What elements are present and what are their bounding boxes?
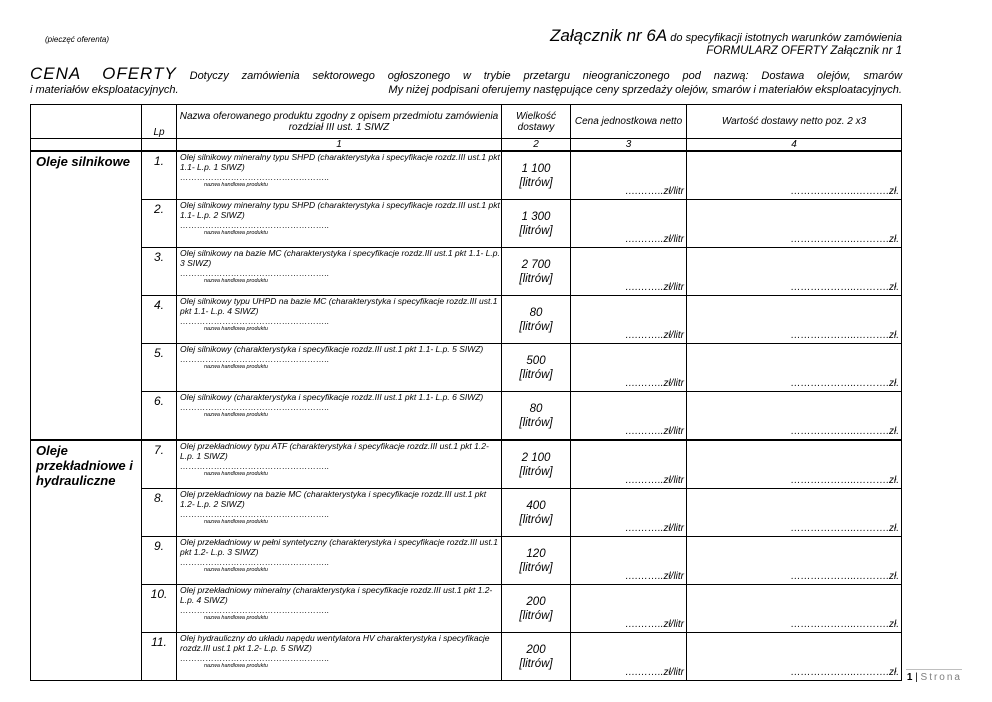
trade-name-caption: nazwa handlowa produktu — [204, 326, 268, 332]
table-header-row — [31, 105, 902, 139]
row-quantity — [502, 344, 571, 392]
col-number-3: 3 — [571, 139, 687, 152]
category-cell — [31, 392, 142, 441]
row-product-description — [177, 585, 502, 633]
row-total-value-field[interactable]: ………………..……….zł. — [687, 296, 902, 344]
table-row — [31, 585, 902, 633]
row-unit-price-field[interactable]: ….……..zł/litr — [571, 633, 687, 681]
trade-name-caption: nazwa handlowa produktu — [204, 412, 268, 418]
quantity-value: 200 — [526, 643, 546, 656]
trade-name-caption: nazwa handlowa produktu — [204, 230, 268, 236]
trade-name-caption: nazwa handlowa produktu — [204, 364, 268, 370]
offer-table — [30, 104, 902, 681]
row-quantity — [502, 392, 571, 441]
row-unit-price-field[interactable]: ….……..zł/litr — [571, 248, 687, 296]
row-quantity — [502, 248, 571, 296]
trade-name-caption: nazwa handlowa produktu — [204, 663, 268, 669]
product-description-text: Olej przekładniowy w pełni syntetyczny (charakterystyka i specyfikacje rozdz.III ust.1 pkt 1.2- L.p. 3 SIWZ) — [180, 537, 498, 557]
quantity-value: 80 — [529, 402, 543, 415]
row-unit-price-field[interactable]: ….……..zł/litr — [571, 296, 687, 344]
quantity-unit: [litrów] — [519, 272, 553, 285]
row-lp: 11. — [142, 633, 177, 681]
trade-name-input-line[interactable]: …………………………………………….. — [180, 605, 330, 615]
row-product-description — [177, 200, 502, 248]
page-footer — [907, 672, 962, 683]
quantity-unit: [litrów] — [519, 368, 553, 381]
product-description-text: Olej silnikowy mineralny typu SHPD (charakterystyka i specyfikacje rozdz.III ust.1 pkt 1.1- L.p. 2 SIWZ) — [180, 200, 500, 220]
row-product-description — [177, 344, 502, 392]
product-description-text: Olej silnikowy mineralny typu SHPD (charakterystyka i specyfikacje rozdz.III ust.1 pkt 1.1- L.p. 1 SIWZ) — [180, 152, 500, 172]
row-total-value-field[interactable]: ………………..……….zł. — [687, 151, 902, 200]
row-total-value-field[interactable]: ………………..……….zł. — [687, 537, 902, 585]
row-lp: 2. — [142, 200, 177, 248]
row-unit-price-field[interactable]: ….……..zł/litr — [571, 489, 687, 537]
quantity-unit: [litrów] — [519, 609, 553, 622]
trade-name-input-line[interactable]: …………………………………………….. — [180, 268, 330, 278]
category-cell — [31, 344, 142, 392]
row-unit-price-field[interactable]: ….……..zł/litr — [571, 537, 687, 585]
category-label: Oleje przekładniowe i hydrauliczne — [31, 440, 142, 489]
table-row — [31, 489, 902, 537]
product-description-text: Olej silnikowy na bazie MC (charakterystyka i specyfikacje rozdz.III ust.1 pkt 1.1- L.p. 3 SIWZ) — [180, 248, 500, 268]
trade-name-caption: nazwa handlowa produktu — [204, 182, 268, 188]
trade-name-input-line[interactable]: …………………………………………….. — [180, 172, 330, 182]
quantity-value: 1 300 — [521, 210, 551, 223]
table-row — [31, 296, 902, 344]
row-product-description — [177, 489, 502, 537]
category-cell — [31, 200, 142, 248]
quantity-unit: [litrów] — [519, 513, 553, 526]
header-lp: Lp — [142, 105, 177, 139]
intro-line-1 — [30, 64, 902, 84]
table-row — [31, 537, 902, 585]
product-description-text: Olej silnikowy typu UHPD na bazie MC (charakterystyka i specyfikacje rozdz.III ust.1 pkt 1.1- L.p. 4 SIWZ) — [180, 296, 498, 316]
row-lp: 9. — [142, 537, 177, 585]
row-lp: 3. — [142, 248, 177, 296]
quantity-value: 500 — [526, 354, 546, 367]
table-row — [31, 200, 902, 248]
intro-text-2-left: i materiałów eksploatacyjnych. — [30, 84, 179, 96]
category-cell — [31, 585, 142, 633]
trade-name-input-line[interactable]: …………………………………………….. — [180, 509, 330, 519]
col-number-4: 4 — [687, 139, 902, 152]
footer-separator: | — [912, 672, 921, 683]
quantity-value: 200 — [526, 595, 546, 608]
row-unit-price-field[interactable]: ….……..zł/litr — [571, 440, 687, 489]
quantity-value: 400 — [526, 499, 546, 512]
row-unit-price-field[interactable]: ….……..zł/litr — [571, 200, 687, 248]
attachment-title — [550, 26, 902, 46]
header-product-name: Nazwa oferowanego produktu zgodny z opisem przedmiotu zamówienia rozdział III ust. 1 SIWZ — [177, 105, 502, 139]
row-unit-price-field[interactable]: ….……..zł/litr — [571, 344, 687, 392]
category-cell — [31, 296, 142, 344]
row-lp: 10. — [142, 585, 177, 633]
header-unit-price: Cena jednostkowa netto — [571, 105, 687, 139]
table-row — [31, 151, 902, 200]
row-total-value-field[interactable]: ………………..……….zł. — [687, 200, 902, 248]
attachment-number: Załącznik nr 6A — [550, 26, 668, 45]
row-product-description — [177, 440, 502, 489]
quantity-value: 2 700 — [521, 258, 551, 271]
trade-name-input-line[interactable]: …………………………………………….. — [180, 220, 330, 230]
trade-name-input-line[interactable]: …………………………………………….. — [180, 354, 330, 364]
table-number-row — [31, 139, 902, 152]
row-quantity — [502, 633, 571, 681]
category-label: Oleje silnikowe — [31, 151, 142, 200]
trade-name-caption: nazwa handlowa produktu — [204, 519, 268, 525]
row-total-value-field[interactable]: ………………..……….zł. — [687, 633, 902, 681]
header-category — [31, 105, 142, 139]
quantity-unit: [litrów] — [519, 416, 553, 429]
row-product-description — [177, 248, 502, 296]
row-quantity — [502, 200, 571, 248]
quantity-unit: [litrów] — [519, 224, 553, 237]
cena-oferty-heading: CENA OFERTY — [30, 64, 177, 83]
trade-name-caption: nazwa handlowa produktu — [204, 615, 268, 621]
table-row — [31, 392, 902, 441]
intro-text-1: Dotyczy zamówienia sektorowego ogłoszonego w trybie przetargu nieograniczonego pod nazwą: Dostawa olejów, smarów — [189, 70, 903, 82]
table-row — [31, 440, 902, 489]
category-cell — [31, 248, 142, 296]
row-total-value-field[interactable]: ………………..……….zł. — [687, 440, 902, 489]
table-row — [31, 344, 902, 392]
row-lp: 5. — [142, 344, 177, 392]
row-unit-price-field[interactable]: ….……..zł/litr — [571, 392, 687, 441]
col-number-1: 1 — [177, 139, 502, 152]
trade-name-input-line[interactable]: …………………………………………….. — [180, 402, 330, 412]
quantity-value: 1 100 — [521, 162, 551, 175]
page-number: 1 — [906, 672, 913, 683]
row-total-value-field[interactable]: ………………..……….zł. — [687, 392, 902, 441]
table-row — [31, 633, 902, 681]
row-quantity — [502, 489, 571, 537]
table-row — [31, 248, 902, 296]
num-cell-lp — [142, 139, 177, 152]
page-label: Strona — [920, 672, 962, 683]
header-total-value: Wartość dostawy netto poz. 2 x3 — [687, 105, 902, 139]
row-quantity — [502, 585, 571, 633]
row-product-description — [177, 392, 502, 441]
quantity-value: 120 — [526, 547, 546, 560]
category-cell — [31, 633, 142, 681]
product-description-text: Olej silnikowy (charakterystyka i specyfikacje rozdz.III ust.1 pkt 1.1- L.p. 6 SIWZ) — [180, 392, 484, 402]
row-quantity — [502, 151, 571, 200]
form-title: FORMULARZ OFERTY Załącznik nr 1 — [706, 45, 902, 57]
row-unit-price-field[interactable]: ….……..zł/litr — [571, 151, 687, 200]
row-total-value-field[interactable]: ………………..……….zł. — [687, 248, 902, 296]
product-description-text: Olej hydrauliczny do układu napędu wentylatora HV charakterystyka i specyfikacje rozdz.III ust.1 pkt 1.2- L.p. 5 SIWZ) — [180, 633, 490, 653]
row-lp: 6. — [142, 392, 177, 441]
intro-text-2-right: My niżej podpisani oferujemy następujące ceny sprzedaży olejów, smarów i materiałów eksploatacyjnych. — [388, 84, 902, 96]
trade-name-input-line[interactable]: …………………………………………….. — [180, 557, 330, 567]
category-cell — [31, 489, 142, 537]
intro-line-2 — [30, 84, 902, 96]
category-cell — [31, 537, 142, 585]
row-lp: 8. — [142, 489, 177, 537]
quantity-unit: [litrów] — [519, 320, 553, 333]
trade-name-caption: nazwa handlowa produktu — [204, 278, 268, 284]
product-description-text: Olej przekładniowy typu ATF (charakterystyka i specyfikacje rozdz.III ust.1 pkt 1.2- L.p. 1 SIWZ) — [180, 441, 489, 461]
quantity-unit: [litrów] — [519, 176, 553, 189]
row-lp: 4. — [142, 296, 177, 344]
row-quantity — [502, 537, 571, 585]
row-product-description — [177, 151, 502, 200]
footer-rule — [906, 669, 962, 670]
trade-name-caption: nazwa handlowa produktu — [204, 567, 268, 573]
row-quantity — [502, 440, 571, 489]
row-total-value-field[interactable]: ………………..……….zł. — [687, 585, 902, 633]
header-quantity: Wielkość dostawy — [502, 105, 571, 139]
row-total-value-field[interactable]: ………………..……….zł. — [687, 489, 902, 537]
trade-name-input-line[interactable]: …………………………………………….. — [180, 461, 330, 471]
row-product-description — [177, 537, 502, 585]
row-product-description — [177, 296, 502, 344]
row-lp: 1. — [142, 151, 177, 200]
product-description-text: Olej silnikowy (charakterystyka i specyfikacje rozdz.III ust.1 pkt 1.1- L.p. 5 SIWZ) — [180, 344, 484, 354]
table-body — [31, 151, 902, 681]
stamp-label: (pieczęć oferenta) — [45, 35, 110, 44]
row-lp: 7. — [142, 440, 177, 489]
trade-name-input-line[interactable]: …………………………………………….. — [180, 316, 330, 326]
product-description-text: Olej przekładniowy na bazie MC (charakterystyka i specyfikacje rozdz.III ust.1 pkt 1.2- L.p. 2 SIWZ) — [180, 489, 487, 509]
row-quantity — [502, 296, 571, 344]
col-number-2: 2 — [502, 139, 571, 152]
product-description-text: Olej przekładniowy mineralny (charakterystyka i specyfikacje rozdz.III ust.1 pkt 1.2- L.p. 4 SIWZ) — [180, 585, 493, 605]
row-product-description — [177, 633, 502, 681]
trade-name-caption: nazwa handlowa produktu — [204, 471, 268, 477]
quantity-value: 2 100 — [521, 451, 551, 464]
quantity-unit: [litrów] — [519, 561, 553, 574]
num-cell-empty — [31, 139, 142, 152]
attachment-description: do specyfikacji istotnych warunków zamówienia — [670, 32, 902, 44]
quantity-unit: [litrów] — [519, 657, 553, 670]
trade-name-input-line[interactable]: …………………………………………….. — [180, 653, 330, 663]
row-total-value-field[interactable]: ………………..……….zł. — [687, 344, 902, 392]
quantity-value: 80 — [529, 306, 543, 319]
quantity-unit: [litrów] — [519, 465, 553, 478]
row-unit-price-field[interactable]: ….……..zł/litr — [571, 585, 687, 633]
